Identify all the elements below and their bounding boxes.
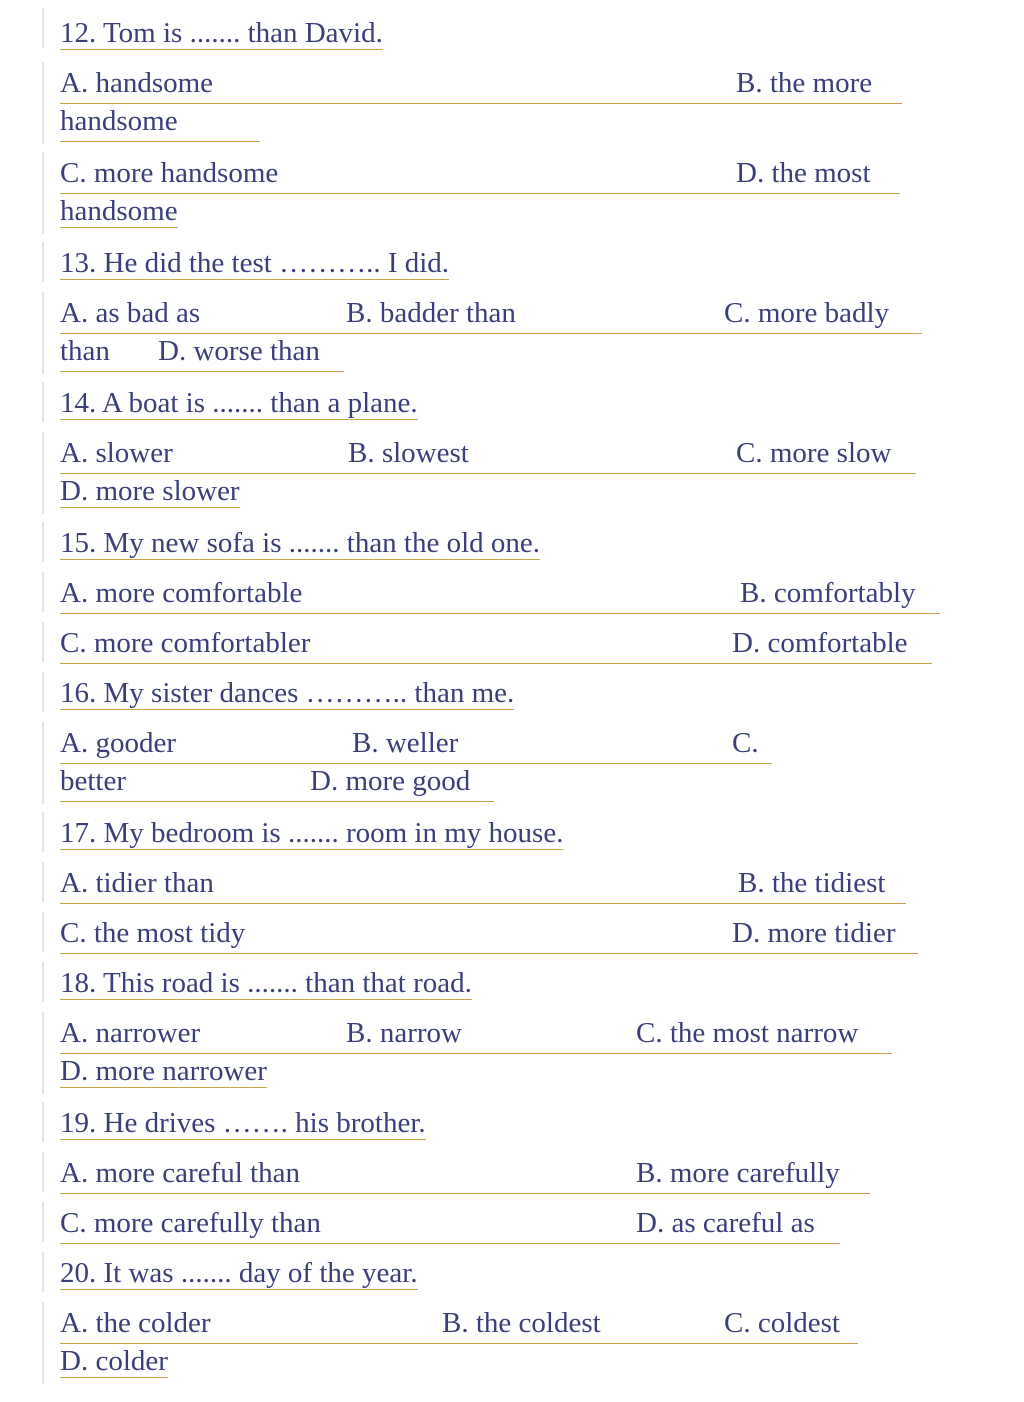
option-c[interactable]: C. more comfortabler bbox=[60, 627, 311, 659]
question-13-stem: 13. He did the test ……….. I did. bbox=[60, 247, 450, 279]
option-b-cont[interactable]: handsome bbox=[60, 105, 178, 137]
question-18-stem: 18. This road is ....... than that road. bbox=[60, 967, 472, 999]
question-stem bbox=[60, 966, 472, 1006]
margin-bar bbox=[42, 1252, 44, 1292]
options-row-cont bbox=[60, 104, 260, 144]
margin-bar bbox=[42, 432, 44, 514]
option-d[interactable]: D. more narrower bbox=[60, 1055, 267, 1087]
option-d-cont[interactable]: handsome bbox=[60, 195, 178, 227]
option-d[interactable]: D. worse than bbox=[158, 335, 320, 367]
option-c[interactable]: C. more slow bbox=[736, 437, 892, 469]
options-row bbox=[60, 1206, 840, 1246]
underline bbox=[60, 663, 932, 665]
margin-bar bbox=[42, 812, 44, 852]
option-b[interactable]: B. weller bbox=[352, 727, 459, 759]
margin-bar bbox=[42, 62, 44, 144]
options-row bbox=[60, 66, 902, 106]
option-c-cont[interactable]: better bbox=[60, 765, 127, 797]
option-c[interactable]: C. bbox=[732, 727, 759, 759]
margin-bar bbox=[42, 962, 44, 1002]
margin-bar bbox=[42, 722, 44, 804]
underline bbox=[60, 903, 906, 905]
option-d[interactable]: D. more tidier bbox=[732, 917, 896, 949]
underline bbox=[60, 801, 494, 803]
option-b[interactable]: B. more carefully bbox=[636, 1157, 840, 1189]
underline bbox=[60, 953, 918, 955]
options-row-cont bbox=[60, 474, 240, 514]
options-row bbox=[60, 626, 932, 666]
option-c-cont[interactable]: than bbox=[60, 335, 110, 367]
margin-bar bbox=[42, 152, 44, 234]
underline bbox=[60, 371, 344, 373]
margin-bar bbox=[42, 1012, 44, 1094]
option-b[interactable]: B. slowest bbox=[348, 437, 469, 469]
underline bbox=[60, 1193, 870, 1195]
underline bbox=[60, 613, 940, 615]
question-16-stem: 16. My sister dances ……….. than me. bbox=[60, 677, 515, 709]
options-row-cont bbox=[60, 1054, 267, 1094]
margin-bar bbox=[42, 522, 44, 562]
option-a[interactable]: A. slower bbox=[60, 437, 173, 469]
question-stem bbox=[60, 386, 418, 426]
margin-bar bbox=[42, 1152, 44, 1192]
question-stem bbox=[60, 816, 563, 856]
question-20-stem: 20. It was ....... day of the year. bbox=[60, 1257, 418, 1289]
option-c[interactable]: C. the most narrow bbox=[636, 1017, 859, 1049]
options-row-cont bbox=[60, 764, 494, 804]
option-b[interactable]: B. narrow bbox=[346, 1017, 462, 1049]
option-d[interactable]: D. more slower bbox=[60, 475, 240, 507]
option-d[interactable]: D. more good bbox=[310, 765, 471, 797]
option-a[interactable]: A. tidier than bbox=[60, 867, 214, 899]
option-a[interactable]: A. as bad as bbox=[60, 297, 201, 329]
question-stem bbox=[60, 526, 540, 566]
option-a[interactable]: A. more comfortable bbox=[60, 577, 303, 609]
margin-bar bbox=[42, 672, 44, 712]
option-b[interactable]: B. the more bbox=[736, 67, 873, 99]
option-a[interactable]: A. narrower bbox=[60, 1017, 201, 1049]
margin-bar bbox=[42, 622, 44, 662]
option-d[interactable]: D. the most bbox=[736, 157, 871, 189]
underline bbox=[60, 193, 900, 195]
options-row bbox=[60, 296, 922, 336]
options-row bbox=[60, 1016, 892, 1056]
options-row bbox=[60, 916, 918, 956]
option-a[interactable]: A. more careful than bbox=[60, 1157, 300, 1189]
option-a[interactable]: A. gooder bbox=[60, 727, 176, 759]
question-stem bbox=[60, 246, 449, 286]
option-d[interactable]: D. comfortable bbox=[732, 627, 908, 659]
question-stem bbox=[60, 1106, 426, 1146]
option-b[interactable]: B. the tidiest bbox=[738, 867, 886, 899]
underline bbox=[60, 1343, 858, 1345]
option-c[interactable]: C. more badly bbox=[724, 297, 890, 329]
margin-bar bbox=[42, 382, 44, 422]
option-b[interactable]: B. badder than bbox=[346, 297, 516, 329]
question-17-stem: 17. My bedroom is ....... room in my house. bbox=[60, 817, 564, 849]
options-row bbox=[60, 726, 772, 766]
options-row bbox=[60, 436, 916, 476]
options-row bbox=[60, 156, 900, 196]
question-stem bbox=[60, 676, 514, 716]
question-12-stem: 12. Tom is ....... than David. bbox=[60, 17, 383, 49]
option-c[interactable]: C. coldest bbox=[724, 1307, 840, 1339]
option-b[interactable]: B. comfortably bbox=[740, 577, 916, 609]
option-a[interactable]: A. handsome bbox=[60, 67, 214, 99]
option-d[interactable]: D. colder bbox=[60, 1345, 168, 1377]
question-19-stem: 19. He drives ……. his brother. bbox=[60, 1107, 426, 1139]
margin-bar bbox=[42, 862, 44, 902]
options-row bbox=[60, 1306, 858, 1346]
options-row-cont bbox=[60, 194, 178, 234]
margin-bar bbox=[42, 292, 44, 374]
option-c[interactable]: C. more carefully than bbox=[60, 1207, 321, 1239]
margin-bar bbox=[42, 1202, 44, 1242]
question-stem bbox=[60, 16, 383, 56]
question-15-stem: 15. My new sofa is ....... than the old one. bbox=[60, 527, 541, 559]
options-row bbox=[60, 576, 940, 616]
margin-bar bbox=[42, 572, 44, 612]
margin-bar bbox=[42, 912, 44, 952]
options-row bbox=[60, 1156, 870, 1196]
option-b[interactable]: B. the coldest bbox=[442, 1307, 601, 1339]
options-row-cont bbox=[60, 1344, 168, 1384]
margin-bar bbox=[42, 242, 44, 282]
margin-bar bbox=[42, 1102, 44, 1142]
margin-bar bbox=[42, 1302, 44, 1384]
options-row-cont bbox=[60, 334, 344, 374]
options-row bbox=[60, 866, 906, 906]
underline bbox=[60, 141, 260, 143]
option-c[interactable]: C. more handsome bbox=[60, 157, 279, 189]
margin-bar bbox=[42, 8, 44, 48]
option-a[interactable]: A. the colder bbox=[60, 1307, 211, 1339]
option-c[interactable]: C. the most tidy bbox=[60, 917, 246, 949]
question-stem bbox=[60, 1256, 418, 1296]
underline bbox=[60, 1243, 840, 1245]
question-14-stem: 14. A boat is ....... than a plane. bbox=[60, 387, 418, 419]
option-d[interactable]: D. as careful as bbox=[636, 1207, 815, 1239]
